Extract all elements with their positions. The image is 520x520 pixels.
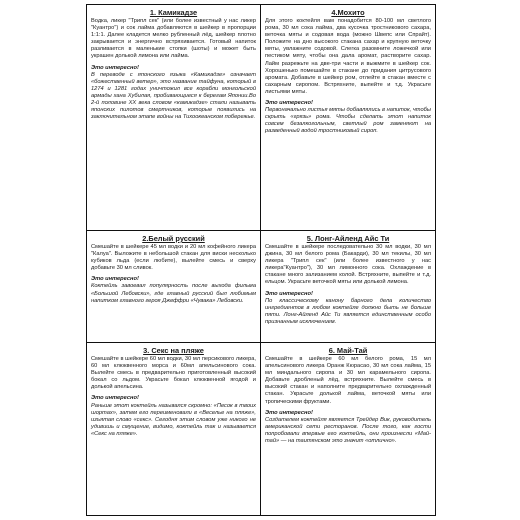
card-recipe: Смешайте в шейкере 45 мл водки и 20 мл кофейного ликера "Калуа". Выложите в небольшой стакан для виски несколько кубиков льда (если любите), вылейте смесь и сверху добавьте 30 мл сливок. — [91, 244, 256, 272]
card-recipe: Водка, ликер "Трипл сек" (или более известный у нас ликер "Куантро") и сок лайма добавляются в шейкер в пропорции 1:1:1. Далее кладется мелко рубленный лёд, шейкер плотно закрывается и энергично встряхивается. Готовый напиток разливается в маленькие стопки (шоты) и может быть украшен долькой лимона или лайма. — [91, 18, 256, 60]
card-note-heading: Это интересно! — [265, 290, 313, 297]
card-note: Коктейль завоевал популярность после выхода фильма «Большой Лебовски», где главный русский был любимым напитком главного героя Джеффри «Чувака» Лебовски. — [91, 283, 256, 304]
card-note-heading: Это интересно! — [265, 409, 313, 416]
cocktail-card-kamikaze — [87, 5, 261, 231]
card-recipe: Для этого коктейля вам понадобится 80-100 мл светлого рома, 30 мл сока лайма, два кусочка тростникового сахара, веточка мяты и содовая вода (можно Швепс или Спрайт). Положите на дно высокого стакана сахар и крупную веточку мяты, увлажните содовой. Слегка разомните ложечкой или пестиком мяту, чтобы она дала аромат, растворите сахар. Лайм разрежьте на две-три части и выжмите в шейкер сок. Хорошенько помешайте в стакане до придания цитрусового аромата. Добавьте в шейкер ром, отлейте в стакан вместе с сахарным сиропом. Встряхните, выпейте и т.д. Украсьте листьями мяты. — [265, 18, 431, 95]
card-note-heading: Это интересно! — [265, 100, 313, 107]
cocktail-card-mai-tai — [261, 343, 435, 515]
cocktail-card-mojito — [261, 5, 435, 231]
card-title: 1. Камикадзе — [149, 8, 198, 17]
cocktail-sheet — [86, 4, 436, 516]
card-title: 2.Белый русский — [142, 234, 205, 243]
cocktail-card-white-russian — [87, 231, 261, 343]
card-title: 6. Май-Тай — [328, 346, 368, 355]
card-note: Раньше этот коктейль назывался скромно: «Песок в твоих шортах», затем его переименовали в «Веселье на пляже», изъятая слово «секс». Сегодня этим словом уже никого не удивишь и смущение, видимо, коктейль так и называется «Секс на пляже». — [91, 402, 256, 437]
card-note-heading: Это интересно! — [91, 64, 139, 71]
card-title: 4.Мохито — [331, 8, 365, 17]
card-recipe: Смешайте в шейкере 60 мл водки, 30 мл персикового ликера, 60 мл клюквенного морса и 60мл апельсинового сока. Вылейте смесь в предварительно приготовленный высокий бокал со льдом. Украсьте бокал клюквенной ягодой и долькой апельсина. — [91, 356, 256, 391]
card-note-heading: Это интересно! — [91, 276, 139, 283]
card-note: По классическому канону барного дела количество ингредиентов в любом коктейле должно быть не больше пяти. Лонг-Айленд Айс Ти является единственным особо признанным исключением. — [265, 297, 431, 325]
cocktail-card-sex-on-the-beach — [87, 343, 261, 515]
card-note: Первоначально листья мяты добавлялись в напиток, чтобы скрыть «грязь» рома. Чтобы сделать этот напиток совсем безалкогольным, светлый ром заменяют на разведенный водой тростниковый сироп. — [265, 107, 431, 135]
card-title: 5. Лонг-Айленд Айс Ти — [306, 234, 390, 243]
cocktail-card-long-island — [261, 231, 435, 343]
card-note: В переводе с японского языка «Камикадзе» означает «божественный ветер», это название тайфуна, который в 1274 и 1281 годах уничтожил все корабли монгольской армады хана Хубилая, пробивающиеся к берегам Японии.Во 2-й половине XX века словом «камикадзе» стали называть японских пилотов смертников, которые появились на заключительном этапе войны на Тихоокеанском побережье. — [91, 71, 256, 121]
card-note: Создателем коктейля является Трейдер Вик, руководитель американской сети ресторанов. После того, как гости попробовали впервые его коктейль, они произнесли «Май-тай» — на таитянском это значит «отлично». — [265, 416, 431, 445]
card-note-heading: Это интересно! — [91, 395, 139, 402]
card-recipe: Смешайте в шейкере 60 мл белого рома, 15 мл апельсинового ликера Оранж Кюрасао, 30 мл сока лайма, 15 мл миндального сиропа и 30 мл карамельного сиропа. Добавьте дробленый лёд, встряхните. Вылейте смесь в высокий стакан и наполните предварительно охлажденный стакан. Украсьте долькой лайма, веточкой мяты или тропическими фруктами. — [265, 356, 431, 405]
card-recipe: Смешайте в шейкере последовательно 30 мл водки, 30 мл джина, 30 мл белого рома (Бакарди), 30 мл текилы, 30 мл ликера "Трипл сек" (или более известного у нас ликера"Куантро"), 30 мл лимонного сока. Охлаждение в стакане много зализанием колой. Встряхните, выпейте и т.д. ельцом. Украсьте веточкой мяты или долькой лимона. — [265, 244, 431, 286]
card-title: 3. Секс на пляже — [143, 346, 204, 355]
